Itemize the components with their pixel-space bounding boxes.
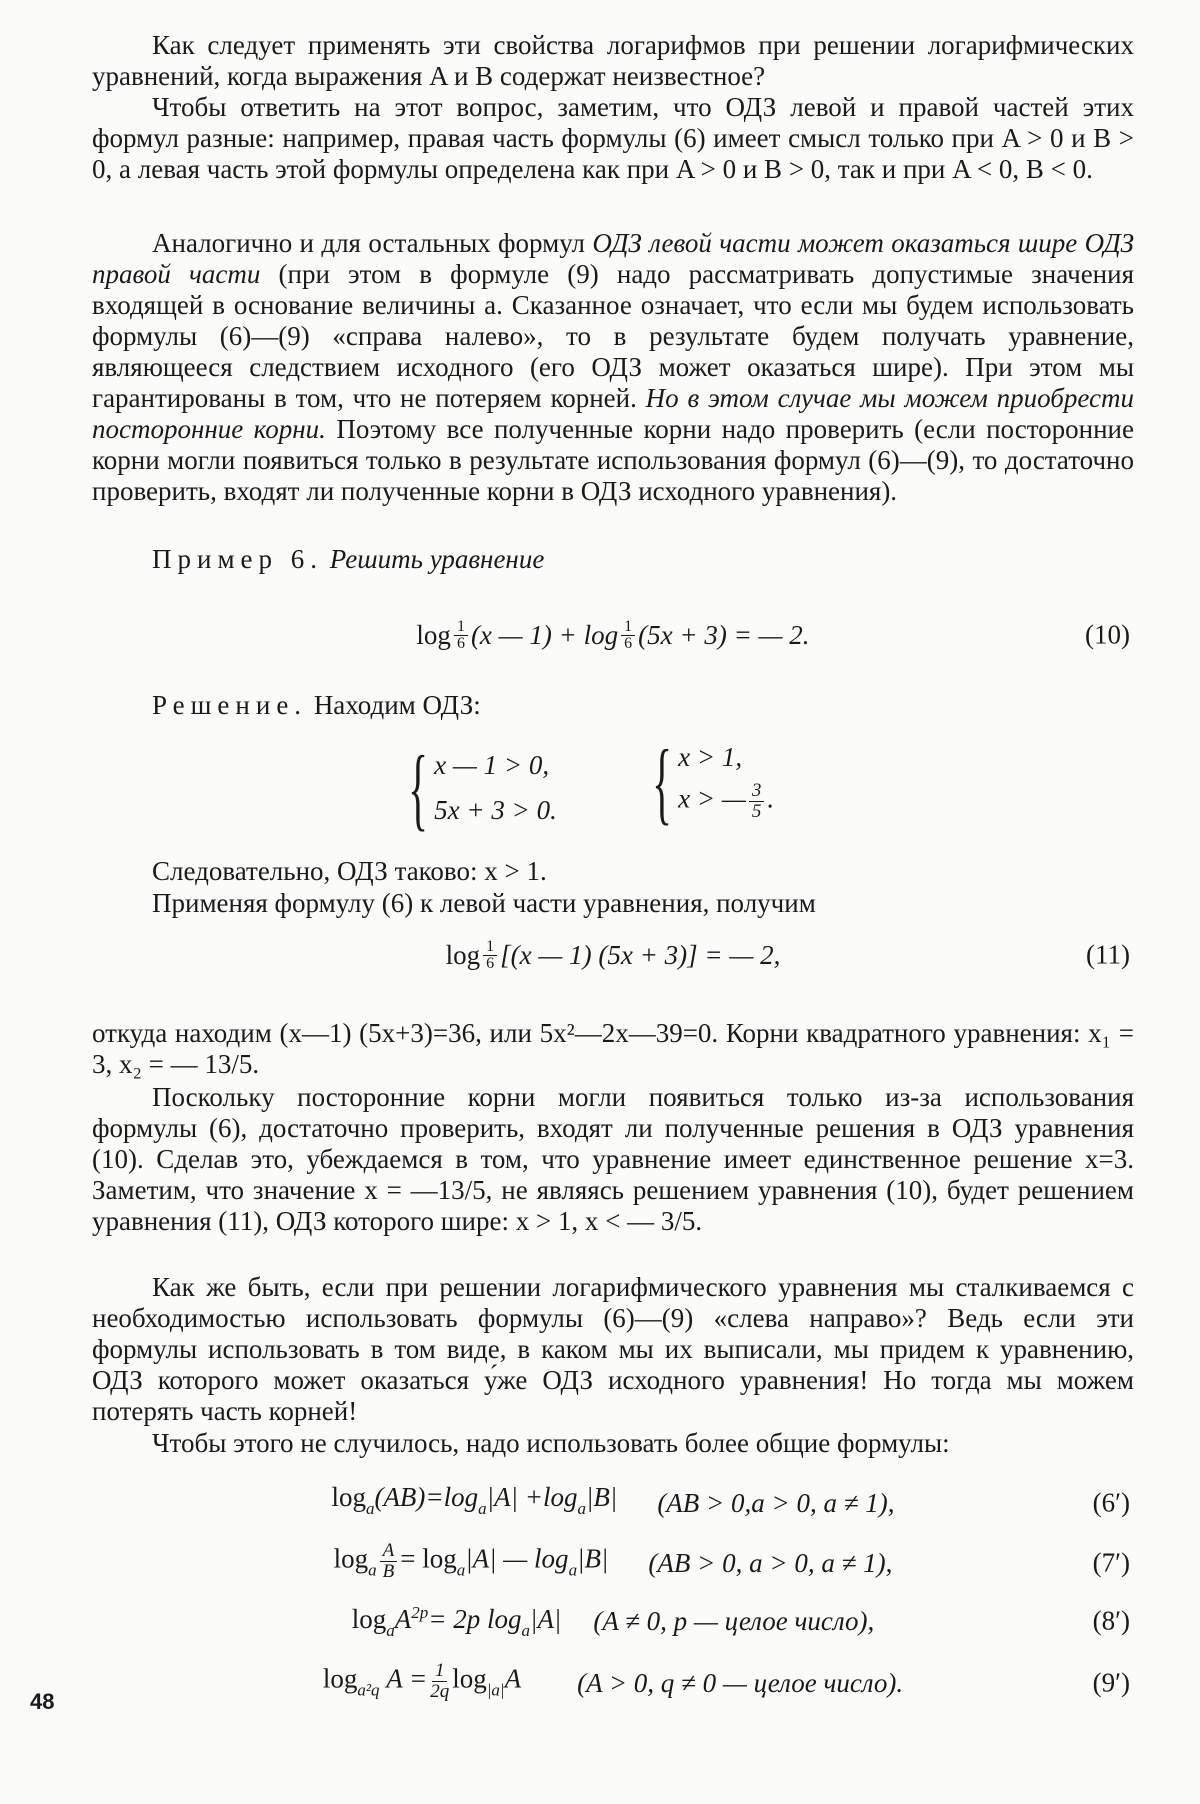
example-heading: Пример 6. Решить уравнение [152, 544, 545, 574]
emphasis-extraneous-roots: Но в этом случае мы можем приобрести посторонние корни. [92, 383, 1134, 444]
emphasis-odz-wider: ОДЗ левой части может оказаться шире ОДЗ правой части [92, 228, 1134, 289]
formula-9-prime: $\log_{a^2q} A$ = $\frac{1}{2q}$ $\log_{|a|}A$ (A > 0, q ≠ 0 — целое число). (9′) [322, 1659, 1130, 1702]
equation-number: (6′) [1092, 1487, 1130, 1518]
formula-6-prime: $\log_a(AB)=\log_a|A| +\log_a|B|$ (AB > 0,a > 0, a ≠ 1), (6′) [331, 1482, 1130, 1518]
paragraph-apply-formula: Применяя формулу (6) к левой части уравнения, получим [152, 888, 816, 918]
paragraph-roots: откуда находим (x—1) (5x+3)=36, или 5x²—2x—39=0. Корни квадратного уравнения: x₁ = 3, x₂ = — 13/5. [92, 1018, 1134, 1079]
equation-number: (11) [1086, 939, 1130, 970]
paragraph-general-formulas: Чтобы этого не случилось, надо использовать более общие формулы: [152, 1428, 950, 1458]
fraction-one-over-2q: $\frac{1}{2q}$ [430, 1659, 450, 1702]
paragraph-formulas-note: Аналогично и для остальных формул ОДЗ левой части может оказаться шире ОДЗ правой части (при этом в формуле (9) надо рассматривать допустимые значения входящей в основание величины a. Сказанное означает, что если мы будем использовать формулы (6)—(9) «справа налево», то в результате будем получать уравнение, являющееся следствием исходного (его ОДЗ может оказаться шире). При этом мы гарантированы в том, что не потеряем корней. Но в этом случае мы можем приобрести посторонние корни. Поэтому все полученные корни надо проверить (если посторонние корни могли появиться только в результате использования формул (6)—(9), то достаточно проверить, входят ли полученные корни в ОДЗ исходного уравнения). [92, 228, 1134, 506]
paragraph-consequence: Следовательно, ОДЗ таково: x > 1. [152, 856, 547, 886]
base-fraction: $\frac{1}{6}$ [483, 939, 497, 972]
equation-10: log $\frac{1}{6}$ (x — 1) + log $\frac{1}{6}$ (5x + 3) = — 2. (10) [416, 617, 1130, 652]
formula-8-prime: $\log_aA^{2p}= 2p$ $\log_a|A|$ (A ≠ 0, p — целое число), (8′) [351, 1602, 1130, 1640]
page-number: 48 [30, 1689, 55, 1714]
paragraph-left-to-right: Как же быть, если при решении логарифмического уравнения мы сталкиваемся с необходимостью использовать формулы (6)—(9) «слева направо»? Ведь если эти формулы использовать в том виде, в каком мы их выписали, мы придем к уравнению, ОДЗ которого может оказаться у́же ОДЗ исходного уравнения! Но тогда мы можем потерять часть корней! [92, 1272, 1134, 1426]
left-brace: { [652, 731, 673, 833]
paragraph-intro: Как следует применять эти свойства логарифмов при решении логарифмических уравнений, когда выражения A и B содержат неизвестное? [92, 30, 1134, 91]
equation-number: (7′) [1092, 1547, 1130, 1578]
fraction-three-fifths: $\frac{3}{5}$ [749, 781, 765, 822]
base-fraction: $\frac{1}{6}$ [454, 619, 468, 652]
base-fraction: $\frac{1}{6}$ [621, 619, 635, 652]
left-brace: { [408, 737, 429, 839]
equation-number: (9′) [1092, 1667, 1130, 1698]
system-left: { x — 1 > 0, 5x + 3 > 0. [408, 737, 557, 839]
equation-number: (8′) [1092, 1605, 1130, 1636]
system-right: { x > 1, x > — $\frac{3}{5}$ . [652, 731, 775, 833]
paragraph-check-roots: Поскольку посторонние корни могли появиться только из-за использования формулы (6), достаточно проверить, входят ли полученные решения в ОДЗ уравнения (10). Сделав это, убеждаемся в том, что уравнение имеет единственное решение x=3. Заметим, что значение x = —13/5, не являясь решением уравнения (10), будет решением уравнения (11), ОДЗ которого шире: x > 1, x < — 3/5. [92, 1082, 1134, 1236]
equation-number: (10) [1085, 619, 1130, 650]
fraction-a-over-b: $\frac{A}{B}$ [380, 1541, 398, 1582]
paragraph-odz-difference: Чтобы ответить на этот вопрос, заметим, что ОДЗ левой и правой частей этих формул разные: например, правая часть формулы (6) имеет смысл только при A > 0 и B > 0, а левая часть этой формулы определена как при A > 0 и B > 0, так и при A < 0, B < 0. [92, 92, 1134, 184]
solution-heading: Решение. Находим ОДЗ: [152, 690, 481, 720]
formula-7-prime: $\log_a$ $\frac{A}{B}$ = $\log_a|A|$ — $\log_a|B|$ (AB > 0, a > 0, a ≠ 1), (7′) [333, 1539, 1130, 1582]
equation-11: log $\frac{1}{6}$ [(x — 1) (5x + 3)] = — 2, (11) [445, 937, 1130, 972]
